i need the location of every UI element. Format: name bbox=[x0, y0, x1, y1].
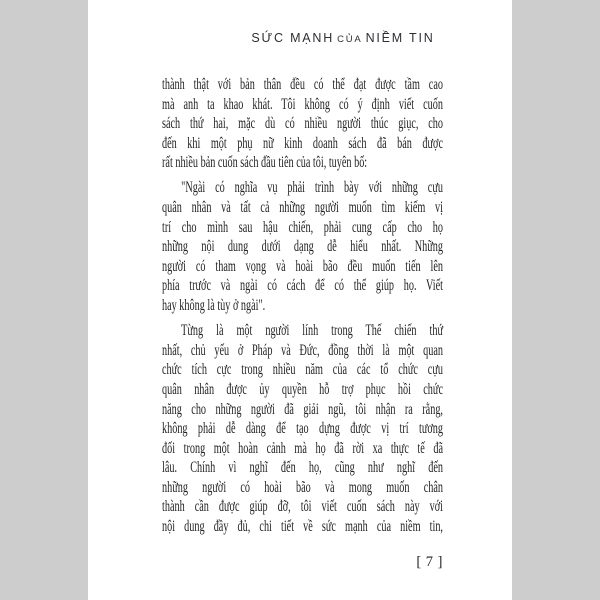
text-line: rất nhiều bản cuốn sách đầu tiên của tôi, tuyên bố: bbox=[162, 154, 368, 172]
text-line: hay không là tùy ở ngài". bbox=[162, 297, 266, 315]
text-line: chức tích cực trong nhiều năm của các tổ chức cựu bbox=[162, 361, 443, 379]
page-number: [ 7 ] bbox=[416, 554, 443, 570]
text-line: Từng là một người lính trong Thế chiến thứ bbox=[181, 322, 443, 340]
text-line: quân nhân và tất cả những người muốn tìm kiếm vị bbox=[162, 199, 443, 217]
text-line: thành thật với bản thân đều có thể đạt được tầm cao bbox=[162, 76, 443, 93]
text-line: nội dung đầy đủ, chi tiết về sức mạnh của niềm tin, bbox=[162, 518, 443, 536]
text-line: trí cho mình sau hậu chiến, phải cung cấp cho họ bbox=[162, 218, 443, 236]
running-head-word2: CỦA bbox=[337, 34, 363, 45]
text-line: người có tham vọng và hoài bão đều muốn tiến lên bbox=[162, 257, 443, 275]
text-line: không phải dễ dàng để tạo dựng được vị trí tương bbox=[162, 420, 443, 438]
running-head-word1: SỨC MẠNH bbox=[251, 31, 335, 45]
text-line: những nội dung dưới dạng dễ hiểu nhất. Những bbox=[162, 238, 443, 256]
text-line: mà anh ta khao khát. Tôi không có ý định viết cuốn bbox=[162, 95, 443, 113]
text-line: năng cho những người đã giải ngũ, tôi nhận ra rằng, bbox=[162, 400, 443, 418]
book-page bbox=[88, 0, 512, 600]
paragraph bbox=[162, 321, 443, 537]
text-line: quân nhân được ủy quyền hỗ trợ phục hồi chức bbox=[162, 380, 443, 398]
text-line: những người có hoài bão và mong muốn chân bbox=[162, 478, 443, 496]
text-line: nhất, chủ yếu ở Pháp và Đức, đồng thời là một quan bbox=[162, 341, 443, 359]
text-line: "Ngài có nghĩa vụ phải trình bày với những cựu bbox=[181, 179, 443, 197]
paragraph bbox=[162, 75, 443, 173]
text-line: đối trong một hoàn cảnh mà họ đã rời xa thực tế đã bbox=[162, 439, 443, 457]
text-line: đến khi một phụ nữ kinh doanh sách đã bán được bbox=[162, 134, 443, 152]
text-line: phía trước và ngài có cách để có thể giúp họ. Viết bbox=[162, 277, 443, 295]
text-line: thành cần được giúp đỡ, tôi viết cuốn sách này với bbox=[162, 498, 443, 516]
running-head-word3: NIỀM TIN bbox=[365, 31, 435, 45]
text-line: sách thứ hai, mặc dù có nhiều người thúc giục, cho bbox=[162, 115, 443, 133]
paragraph bbox=[162, 178, 443, 315]
text-block bbox=[162, 75, 443, 537]
running-head bbox=[131, 31, 555, 45]
text-line: lâu. Chính vì nghĩ đến họ, cũng như nghĩ đến bbox=[162, 459, 443, 477]
